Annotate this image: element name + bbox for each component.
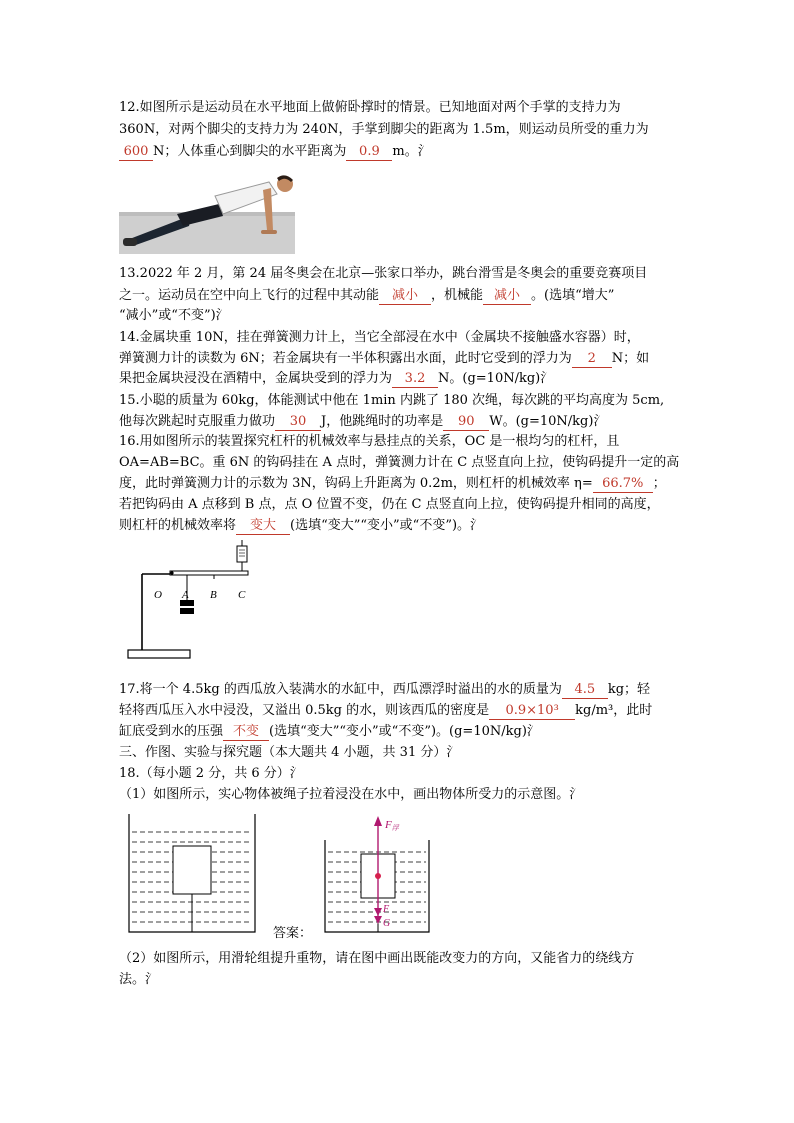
q16-line2: OA=AB=BC。重 6N 的钩码挂在 A 点时，弹簧测力计在 C 点竖直向上拉，使钩码提升一定的高 [119,455,680,470]
q17-answer-3: 不变 [223,724,269,741]
q16-answer-1: 66.7% [593,476,653,493]
q15-line2: 他每次跳起时克服重力做功 30 J，他跳绳时的功率是 90 W。(g=10N/kg)氵 [119,414,607,429]
q17-line3: 缸底受到水的压强 不变 (选填“变大”“变小”或“不变”)。(g=10N/kg)氵 [119,724,540,739]
q16-line3: 度，此时弹簧测力计的示数为 3N，钩码上升距离为 0.2m，则杠杆的机械效率 η= 66.7% ； [119,476,666,491]
q13-answer-1: 减小 [379,288,431,305]
q18-heading: 18.（每小题 2 分，共 6 分）氵 [119,766,303,781]
q15-answer-1: 30 [275,414,321,431]
q17-answer-2: 0.9×10³ [489,703,575,720]
q14-line3: 果把金属块浸没在酒精中，金属块受到的浮力为 3.2 N。(g=10N/kg)氵 [119,371,554,386]
q14-line1: 14.金属块重 10N，挂在弹簧测力计上，当它全部浸在水中（金属块不接触盛水容器）时， [119,330,640,345]
q12-answer-2: 0.9 [346,144,392,161]
lever-figure [126,540,258,662]
label-b: B [210,589,217,601]
answer-label: 答案： [273,926,313,941]
q14-line2: 弹簧测力计的读数为 6N；若金属块有一半体积露出水面，此时它受到的浮力为 2 N；如 [119,351,650,366]
section-3-heading: 三、作图、实验与探究题（本大题共 4 小题，共 31 分）氵 [119,745,460,760]
label-c: C [238,589,246,601]
q16-line1: 16.用如图所示的装置探究杠杆的机械效率与悬挂点的关系，OC 是一根均匀的杠杆，且 [119,434,620,449]
q13-line2: 之一。运动员在空中向上飞行的过程中其动能 减小 ，机械能 减小 。(选填“增大” [119,288,615,303]
label-g: G [383,918,391,929]
q12-line1: 12.如图所示是运动员在水平地面上做俯卧撑时的情景。已知地面对两个手掌的支持力为 [119,100,621,115]
q17-answer-1: 4.5 [562,682,608,699]
q15-answer-2: 90 [443,414,489,431]
label-f-buoy: F浮 [385,819,399,832]
water-tank-figure [127,812,259,936]
label-o: O [154,589,162,601]
q12-line3: 600 N；人体重心到脚尖的水平距离为 0.9 m。氵 [119,144,431,161]
q16-answer-2: 变大 [236,518,290,535]
pushup-figure [119,170,295,254]
q15-line1: 15.小聪的质量为 60kg，体能测试中他在 1min 内跳了 180 次绳，每次跳的平均高度为 5cm, [119,393,665,408]
q16-line5: 则杠杆的机械效率将 变大 (选填“变大”“变小”或“不变”)。氵 [119,518,484,533]
q17-line2: 轻将西瓜压入水中浸没，又溢出 0.5kg 的水，则该西瓜的密度是 0.9×10³ kg/m³，此时 [119,703,653,718]
q18-part1: （1）如图所示，实心物体被绳子拉着浸没在水中，画出物体所受力的示意图。氵 [119,787,583,802]
force-diagram-figure [323,812,433,936]
q14-answer-2: 3.2 [392,371,438,388]
q12-line2: 360N，对两个脚尖的支持力为 240N，手掌到脚尖的距离为 1.5m，则运动员所受的重力为 [119,122,649,137]
q16-line4: 若把钩码由 A 点移到 B 点，点 O 位置不变，仍在 C 点竖直向上拉，使钩码提升相同的高度， [119,497,660,512]
label-f-pull: F [383,904,390,915]
label-a: A [182,589,189,601]
q12-answer-1: 600 [119,144,153,161]
q14-answer-1: 2 [572,351,612,368]
q18-part2-line1: （2）如图所示，用滑轮组提升重物，请在图中画出既能改变力的方向，又能省力的绕线方 [119,951,635,966]
q17-line1: 17.将一个 4.5kg 的西瓜放入装满水的水缸中，西瓜漂浮时溢出的水的质量为 4.5 kg；轻 [119,682,651,697]
q13-answer-2: 减小 [483,288,531,305]
q13-line1: 13.2022 年 2 月，第 24 届冬奥会在北京—张家口举办，跳台滑雪是冬奥会的重要竞赛项目 [119,266,648,281]
q18-part2-line2: 法。氵 [119,972,159,987]
q13-line3: “减小”或“不变”)氵 [119,308,229,323]
